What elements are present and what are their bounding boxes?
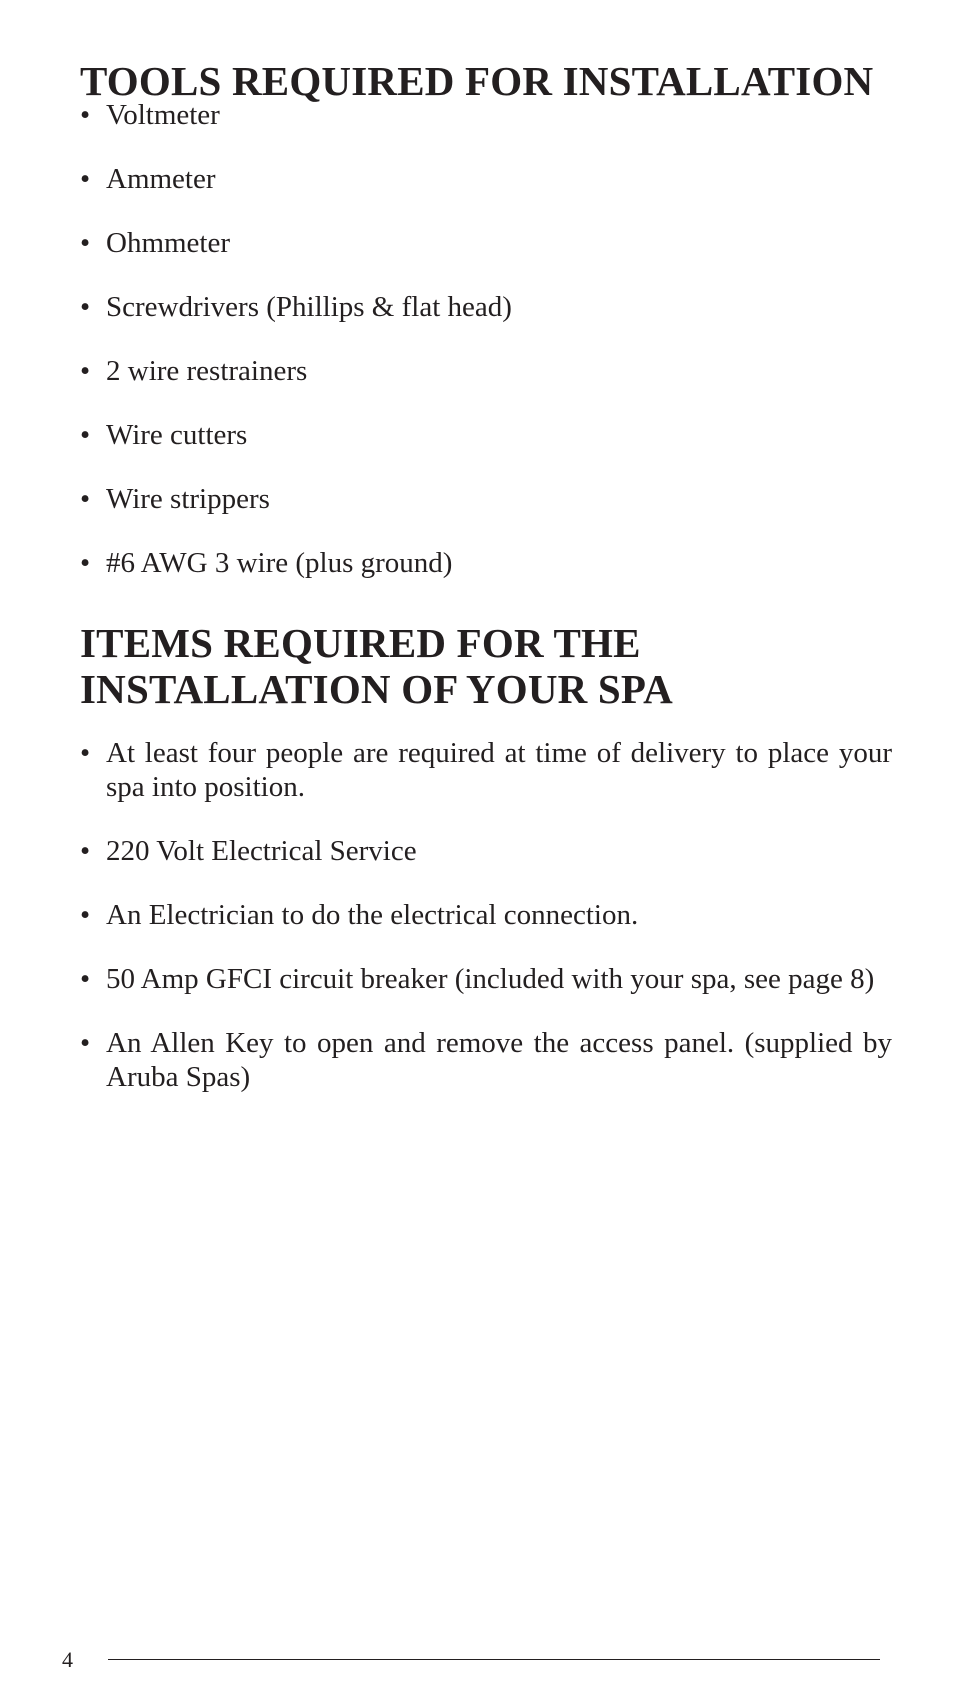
tools-heading: TOOLS REQUIRED FOR INSTALLATION <box>80 58 874 104</box>
list-item <box>80 290 892 324</box>
bullet: • <box>80 835 91 867</box>
list-item <box>80 354 892 388</box>
item-text: 220 Volt Electrical Service <box>106 835 417 867</box>
list-item <box>80 98 892 132</box>
list-item <box>80 834 892 868</box>
items-heading <box>80 620 673 712</box>
bullet: • <box>80 963 91 995</box>
list-item <box>80 162 892 196</box>
list-item <box>80 226 892 260</box>
item-text: An Allen Key to open and remove the access panel. (supplied by Aruba Spas) <box>106 1027 892 1093</box>
list-item <box>80 898 892 932</box>
tool-item-text: Ammeter <box>106 163 216 195</box>
list-item <box>80 962 892 996</box>
item-text: An Electrician to do the electrical connection. <box>106 899 639 931</box>
bullet: • <box>80 419 91 451</box>
list-item <box>80 1026 892 1094</box>
items-list <box>80 736 892 1124</box>
tool-item-text: Ohmmeter <box>106 227 231 259</box>
list-item <box>80 482 892 516</box>
bullet: • <box>80 99 91 131</box>
bullet: • <box>80 483 91 515</box>
item-text: 50 Amp GFCI circuit breaker (included with your spa, see page 8) <box>106 963 875 995</box>
footer-rule <box>108 1659 880 1660</box>
items-heading-line1: ITEMS REQUIRED FOR THE <box>80 620 641 666</box>
tool-item-text: Voltmeter <box>106 99 220 131</box>
bullet: • <box>80 163 91 195</box>
bullet: • <box>80 547 91 579</box>
bullet: • <box>80 1027 91 1059</box>
list-item <box>80 736 892 804</box>
bullet: • <box>80 737 91 769</box>
tool-item-text: Wire cutters <box>106 419 248 451</box>
items-heading-line2: INSTALLATION OF YOUR SPA <box>80 666 673 712</box>
tool-item-text: #6 AWG 3 wire (plus ground) <box>106 547 453 579</box>
list-item <box>80 546 892 580</box>
page-number: 4 <box>62 1647 73 1672</box>
bullet: • <box>80 291 91 323</box>
tools-list <box>80 98 892 610</box>
tool-item-text: Screwdrivers (Phillips & flat head) <box>106 291 512 323</box>
bullet: • <box>80 355 91 387</box>
tool-item-text: 2 wire restrainers <box>106 355 308 387</box>
item-text: At least four people are required at time of delivery to place your spa into position. <box>106 737 892 803</box>
bullet: • <box>80 227 91 259</box>
bullet: • <box>80 899 91 931</box>
tool-item-text: Wire strippers <box>106 483 270 515</box>
list-item <box>80 418 892 452</box>
